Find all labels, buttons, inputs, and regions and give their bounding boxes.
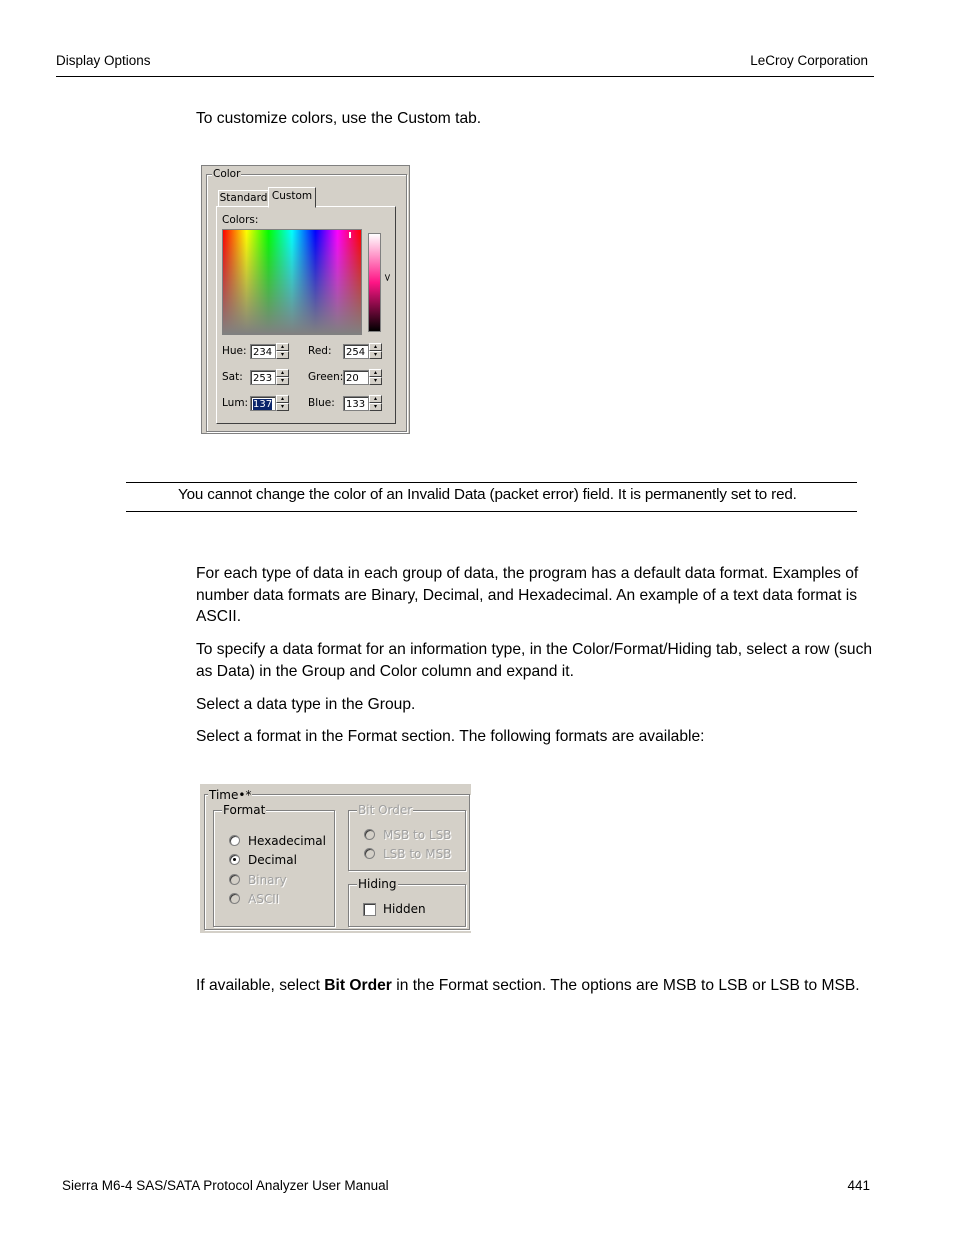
note-text: You cannot change the color of an Invalid Data (packet error) field. It is permanently set to red. (178, 486, 797, 503)
ascii-label: ASCII (248, 892, 280, 906)
radio-lsb-to-msb (364, 848, 375, 859)
green-field[interactable]: 20 (343, 370, 369, 385)
intro-text: To customize colors, use the Custom tab. (196, 110, 482, 127)
hidden-label[interactable]: Hidden (383, 902, 426, 916)
lsb-to-msb-label: LSB to MSB (383, 847, 452, 861)
paragraph-specify-format: To specify a data format for an information type, in the Color/Format/Hiding tab, select a row (such as Data) in the Group and Color column and expand it. (196, 641, 873, 680)
tab-custom-label: Custom (271, 190, 313, 202)
spin-up-icon[interactable]: ▴ (369, 369, 382, 377)
blue-label: Blue: (308, 397, 335, 409)
paragraph-data-format: For each type of data in each group of data, the program has a default data format. Examples of number data formats are Binary, Decimal, and Hexadecimal. An example of a text data format is ASCII. (196, 565, 859, 625)
spin-down-icon[interactable]: ▾ (276, 377, 289, 385)
spin-up-icon[interactable]: ▴ (369, 343, 382, 351)
radio-binary (229, 874, 240, 885)
tab-custom[interactable] (268, 187, 316, 208)
spin-down-icon[interactable]: ▾ (369, 403, 382, 411)
hexadecimal-label[interactable]: Hexadecimal (248, 834, 326, 848)
color-dialog (201, 165, 410, 434)
header-section-title: Display Options (56, 53, 151, 68)
color-group-title: Color (213, 168, 241, 180)
lum-field[interactable] (250, 396, 276, 411)
green-spinner[interactable] (369, 369, 382, 386)
hue-label: Hue: (222, 345, 247, 357)
hue-field[interactable]: 234 (250, 344, 276, 359)
sat-label: Sat: (222, 371, 243, 383)
paragraph-select-type: Select a data type in the Group. (196, 696, 416, 713)
luminance-bar[interactable] (368, 233, 381, 332)
green-label: Green: (308, 371, 344, 383)
lum-selected-value: 137 (253, 399, 273, 410)
spin-up-icon[interactable]: ▴ (276, 369, 289, 377)
note-rule-bottom (126, 511, 857, 512)
format-groupbox (213, 810, 335, 927)
radio-msb-to-lsb (364, 829, 375, 840)
sat-spinner[interactable] (276, 369, 289, 386)
bit-order-text-after: in the Format section. The options are MSB to LSB or LSB to MSB. (391, 977, 860, 994)
format-group-title: Format (223, 803, 266, 817)
time-group-title: Time•* (209, 788, 252, 802)
sat-field[interactable]: 253 (250, 370, 276, 385)
colors-label: Colors: (222, 214, 259, 226)
tab-standard-label: Standard (219, 192, 268, 204)
bit-order-text-before: If available, select (196, 977, 325, 994)
header-company: LeCroy Corporation (750, 53, 868, 68)
radio-decimal[interactable] (229, 854, 240, 865)
binary-label: Binary (248, 873, 287, 887)
footer-manual-title: Sierra M6-4 SAS/SATA Protocol Analyzer User Manual (62, 1178, 389, 1193)
tab-standard[interactable] (218, 190, 269, 207)
radio-hexadecimal[interactable] (229, 835, 240, 846)
note-rule-top (126, 482, 857, 483)
page-number: 441 (847, 1178, 870, 1193)
hiding-title: Hiding (358, 877, 397, 891)
bit-order-bold: Bit Order (324, 977, 392, 994)
spin-up-icon[interactable]: ▴ (276, 395, 289, 403)
paragraph-select-format: Select a format in the Format section. The following formats are available: (196, 728, 705, 745)
msb-to-lsb-label: MSB to LSB (383, 828, 452, 842)
hidden-checkbox[interactable] (363, 903, 376, 916)
spin-down-icon[interactable]: ▾ (369, 377, 382, 385)
decimal-label[interactable]: Decimal (248, 853, 297, 867)
blue-spinner[interactable] (369, 395, 382, 412)
color-spectrum[interactable] (222, 229, 362, 335)
format-dialog (200, 784, 471, 933)
hue-spinner[interactable] (276, 343, 289, 360)
blue-field[interactable]: 133 (343, 396, 369, 411)
spin-down-icon[interactable]: ▾ (276, 351, 289, 359)
spectrum-crosshair-icon (349, 232, 351, 238)
spin-down-icon[interactable]: ▾ (276, 403, 289, 411)
spin-up-icon[interactable]: ▴ (369, 395, 382, 403)
radio-selected-dot-icon (233, 858, 236, 861)
luminance-arrow-icon[interactable]: < (382, 273, 394, 282)
paragraph-bit-order (196, 975, 876, 997)
lum-label: Lum: (222, 397, 249, 409)
spin-down-icon[interactable]: ▾ (369, 351, 382, 359)
spin-up-icon[interactable]: ▴ (276, 343, 289, 351)
red-field[interactable]: 254 (343, 344, 369, 359)
red-spinner[interactable] (369, 343, 382, 360)
header-rule (56, 76, 874, 77)
lum-spinner[interactable] (276, 395, 289, 412)
radio-ascii (229, 893, 240, 904)
bit-order-title: Bit Order (358, 803, 413, 817)
red-label: Red: (308, 345, 332, 357)
